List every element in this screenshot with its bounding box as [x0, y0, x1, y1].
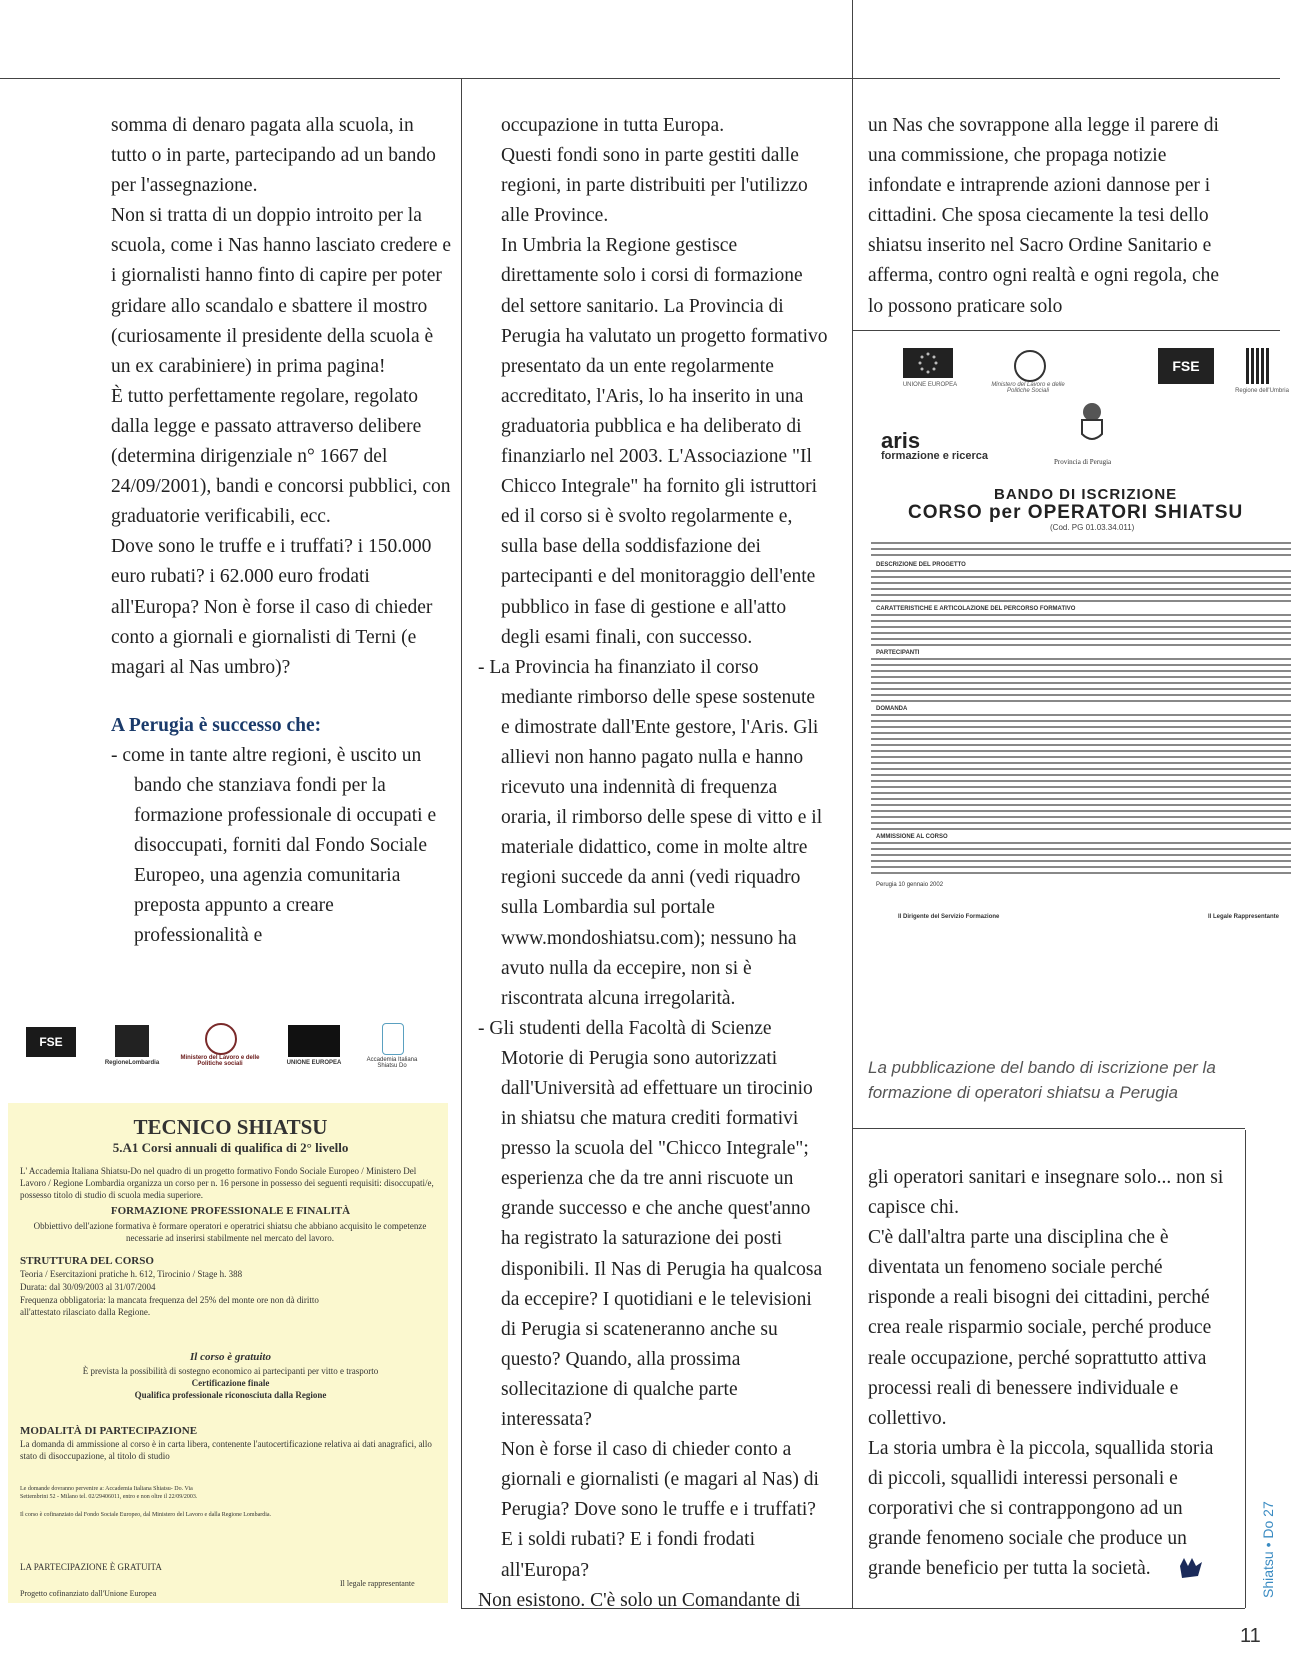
republic-emblem-icon — [1014, 350, 1046, 382]
tecnico-subtitle: 5.A1 Corsi annuali di qualifica di 2° livello — [112, 1140, 349, 1155]
paragraph: In Umbria la Regione gestisce direttamente solo i corsi di formazione del settore sanitario. La Provincia di Perugia ha valutato un progetto formativo presentato da un ente regolarmente accreditato, l'Aris, lo ha inserito in una graduatoria pubblica e ha deliberato di finanziarlo nel 2003. L'Associazione "Il Chicco Integrale" ha fornito gli istruttori ed il corso si è svolto regolarmente e, sulla base della soddisfazione dei partecipanti e del monitoraggio dell'ente pubblico in fase di gestione e all'atto degli esami finali, con successo. — [501, 235, 828, 648]
bando-date: Perugia 10 gennaio 2002 — [876, 882, 944, 888]
eu-flag-logo — [903, 348, 953, 378]
fse-logo-text: FSE — [39, 1035, 63, 1049]
tecnico-text: Il corso è cofinanziato dal Fondo Sociale Europeo, dal Ministero del Lavoro e dalla Regione Lombardia. — [20, 1512, 272, 1518]
republic-emblem-icon — [205, 1023, 237, 1055]
tecnico-text: Durata: dal 30/09/2003 al 31/07/2004 — [20, 1282, 156, 1292]
bando-text-block — [871, 714, 1291, 834]
col3-top-rule — [852, 330, 1280, 331]
paragraph: gli operatori sanitari e insegnare solo... non si capisce chi. — [868, 1167, 1224, 1219]
ministero-logo-label: Ministero del Lavoro e delle Politiche Sociali — [991, 382, 1065, 394]
tecnico-intro: L' Accademia Italiana Shiatsu-Do nel quadro di un progetto formativo Fondo Sociale Europeo / Ministero Del Lavoro / Regione Lombardia organizza un corso per n. 16 persone in possesso dei seguenti requisiti: disoccupati/e, possesso titolo di studio di scuola media superiore. — [20, 1166, 434, 1200]
tecnico-heading: FORMAZIONE PROFESSIONALE E FINALITÀ — [110, 1205, 351, 1217]
ue-label: UNIONE EUROPEA — [286, 1060, 342, 1066]
ministero-label: Ministero del Lavoro e delle Politiche sociali — [180, 1055, 260, 1067]
figure-caption: La pubblicazione del bando di iscrizione per la formazione di operatori shiatsu a Perugia — [868, 1058, 1216, 1102]
bando-section-heading: DOMANDA — [876, 706, 908, 712]
bullet-item: - La Provincia ha finanziato il corso mediante rimborso delle spese sostenute e dimostrate dall'Ente gestore, l'Aris. Gli allievi non hanno pagato nulla e hanno ricevuto una indennità di frequenza oraria, il rimborso delle spese di vitto e il materiale didattico, come in molte altre regioni succede da anni (vedi riquadro sulla Lombardia sul portale www.mondoshiatsu.com); nessuno ha avuto nulla da eccepire, non si è riscontrata alcuna irregolarità. — [478, 656, 823, 1009]
regione-lombardia-icon — [115, 1025, 149, 1057]
tecnico-text: Il legale rappresentante — [340, 1579, 415, 1588]
paragraph: occupazione in tutta Europa. — [501, 115, 725, 136]
tecnico-text: Frequenza obbligatoria: la mancata frequenza del 25% del monte ore non dà diritto all'attestato rilasciato dalla Regione. — [20, 1295, 319, 1317]
paragraph: Dove sono le truffe e i truffati? i 150.000 euro rubati? i 62.000 euro frodati all'Europa? Non è forse il caso di chieder conto a giornali e giornalisti di Terni (e magari al Nas umbro)? — [111, 536, 433, 678]
side-label — [1256, 1501, 1280, 1600]
tecnico-text: La domanda di ammissione al corso è in carta libera, contenente l'autocertificazione relativa ai dati anagrafici, allo stato di disoccupazione, al titolo di studio — [20, 1439, 432, 1461]
column-3-bottom — [868, 1163, 1230, 1584]
column-divider-1 — [461, 78, 462, 1609]
section-heading: A Perugia è successo che: — [111, 714, 322, 736]
tecnico-text: LA PARTECIPAZIONE È GRATUITA — [20, 1562, 162, 1572]
paragraph: Non esistono. C'è solo un Comandante di — [478, 1589, 801, 1611]
paragraph: La storia umbra è la piccola, squallida storia di piccoli, squallidi interessi personali e corporativi che si contrappongono ad un grande fenomeno sociale che produce un grande beneficio per tutta la società. — [868, 1437, 1214, 1580]
tecnico-text: Certificazione finale — [191, 1378, 270, 1388]
tecnico-heading: STRUTTURA DEL CORSO — [20, 1255, 154, 1267]
bando-text-block — [871, 570, 1291, 606]
tecnico-text: Qualifica professionale riconosciuta dalla Regione — [134, 1390, 327, 1400]
paragraph: Non si tratta di un doppio introito per la scuola, come i Nas hanno lasciato credere e i giornalisti hanno finto di capire per poter gridare allo scandalo e sbattere il mostro (curiosamente il presidente della scuola è un ex carabiniere) in prima pagina! — [111, 205, 452, 377]
regione-logo — [1246, 348, 1270, 384]
tecnico-title: TECNICO SHIATSU — [133, 1115, 328, 1139]
bando-section-heading: DESCRIZIONE DEL PROGETTO — [876, 562, 966, 568]
eu-stars-icon — [903, 348, 953, 378]
tecnico-gratuito: Il corso è gratuito — [190, 1351, 271, 1363]
bando-text-block — [871, 658, 1291, 706]
tecnico-text: Le domande dovranno pervenire a: Accademia Italiana Shiatsu- Do. Via Settembrini 52 - Milano tel. 02/29406011, entro e non oltre il 22/09/2003. — [20, 1486, 198, 1500]
paragraph: Non è forse il caso di chieder conto a giornali e giornalisti (e magari al Nas) di Perugia? Dove sono le truffe e i truffati? E i soldi rubati? E i fondi frodati all'Europa? — [501, 1439, 819, 1581]
hand-logo-icon — [1178, 1556, 1204, 1580]
bando-text-block — [871, 614, 1291, 650]
provincia-crest-icon — [1076, 402, 1108, 446]
column-3-top — [868, 111, 1230, 322]
paragraph: un Nas che sovrappone alla legge il parere di una commissione, che propaga notizie infondate e intraprende azioni dannose per i cittadini. Che sposa ciecamente la tesi dello shiatsu inserito nel Sacro Ordine Sanitario e afferma, contro ogni realtà e ogni regola, che lo possono praticare solo — [868, 115, 1220, 317]
fse-logo — [1158, 348, 1214, 384]
eu-flag-icon — [288, 1025, 340, 1057]
column-2 — [478, 111, 828, 1616]
bullet-item: - Gli studenti della Facoltà di Scienze Motorie di Perugia sono autorizzati dall'Università ad effettuare un tirocinio in shiatsu che matura crediti formativi presso la scuola del "Chicco Integrale"; esperienza che da tre anni riscuote un grande successo e che anche quest'anno ha registrato la saturazione dei posti disponibili. Il Nas di Perugia ha qualcosa da eccepire? I quotidiani e le televisioni di Perugia si scateneranno anche su questo? Quando, alla prossima sollecitazione di qualche parte interessata? — [478, 1017, 823, 1431]
bando-figure — [858, 344, 1289, 999]
bando-section-heading: PARTECIPANTI — [876, 650, 920, 656]
caption-bottom-rule — [852, 1128, 1245, 1129]
page-number: 11 — [1240, 1625, 1261, 1647]
bullet-item: - come in tante altre regioni, è uscito un bando che stanziava fondi per la formazione professionale di occupati e disoccupati, forniti dal Fondo Sociale Europeo, una agenzia comunitaria preposta appunto a creare professionalità e — [111, 744, 437, 947]
tecnico-text: Progetto cofinanziato dall'Unione Europea — [20, 1589, 157, 1598]
bando-title: BANDO DI ISCRIZIONE — [994, 486, 1178, 503]
tecnico-text: Obbiettivo dell'azione formativa è formare operatori e operatrici shiatsu che abbiano acquisito le competenze necessarie ad inserirsi stabilmente nel mercato del lavoro. — [33, 1221, 427, 1243]
bando-section-heading: CARATTERISTICHE E ARTICOLAZIONE DEL PERCORSO FORMATIVO — [876, 606, 1076, 612]
bando-signature-left: Il Dirigente del Servizio Formazione — [898, 914, 1000, 920]
paragraph: C'è dall'altra parte una disciplina che è diventata un fenomeno sociale perché risponde a reali bisogni dei cittadini, perché crea reale risparmio sociale, perché produce reale occupazione, perché soprattutto attiva processi reali di benessere individuale e collettivo. — [868, 1227, 1212, 1429]
top-rule — [0, 78, 1280, 79]
right-edge-line — [1245, 1130, 1246, 1608]
bando-text-block — [871, 542, 1291, 560]
accademia-label: Accademia Italiana Shiatsu Do — [366, 1057, 418, 1069]
fse-logo-text: FSE — [1172, 358, 1200, 374]
column-1 — [111, 111, 451, 952]
paragraph: È tutto perfettamente regolare, regolato dalla legge e passato attraverso delibere (determina dirigenziale n° 1667 del 24/09/2001), bandi e concorsi pubblici, con graduatorie verificabili, ecc. — [111, 385, 451, 528]
aris-subtitle: formazione e ricerca — [881, 450, 988, 462]
bando-code: (Cod. PG 01.03.34.011) — [1050, 523, 1135, 532]
paragraph: Questi fondi sono in parte gestiti dalle regioni, in parte distribuiti per l'utilizzo alle Province. — [501, 145, 808, 227]
provincia-label: Provincia di Perugia — [1054, 458, 1112, 466]
tecnico-text: È prevista la possibilità di sostegno economico ai partecipanti per vitto e trasporto — [82, 1366, 379, 1376]
tecnico-text: Teoria / Esercitazioni pratiche h. 612, Tirocinio / Stage h. 388 — [20, 1269, 243, 1279]
aris-logo: aris — [881, 428, 921, 453]
bando-section-heading: AMMISSIONE AL CORSO — [876, 834, 948, 840]
regione-logo-label: Regione dell'Umbria — [1235, 388, 1289, 394]
paragraph: somma di denaro pagata alla scuola, in tutto o in parte, partecipando ad un bando per l'assegnazione. — [111, 115, 436, 197]
eu-logo-label: UNIONE EUROPEA — [902, 382, 958, 388]
regione-lombardia-label: RegioneLombardia — [104, 1060, 160, 1066]
magazine-label: Shiatsu • Do 27 — [1260, 1501, 1276, 1598]
fse-logo — [26, 1027, 76, 1057]
hand-icon — [382, 1023, 404, 1055]
tecnico-shiatsu-figure — [0, 1015, 461, 1609]
bando-text-block — [871, 842, 1291, 878]
bando-signature-right: Il Legale Rappresentante — [1208, 914, 1280, 920]
bando-course-title: CORSO per OPERATORI SHIATSU — [908, 502, 1244, 523]
tecnico-heading: MODALITÀ DI PARTECIPAZIONE — [20, 1425, 198, 1437]
column-divider-2 — [852, 0, 853, 1609]
